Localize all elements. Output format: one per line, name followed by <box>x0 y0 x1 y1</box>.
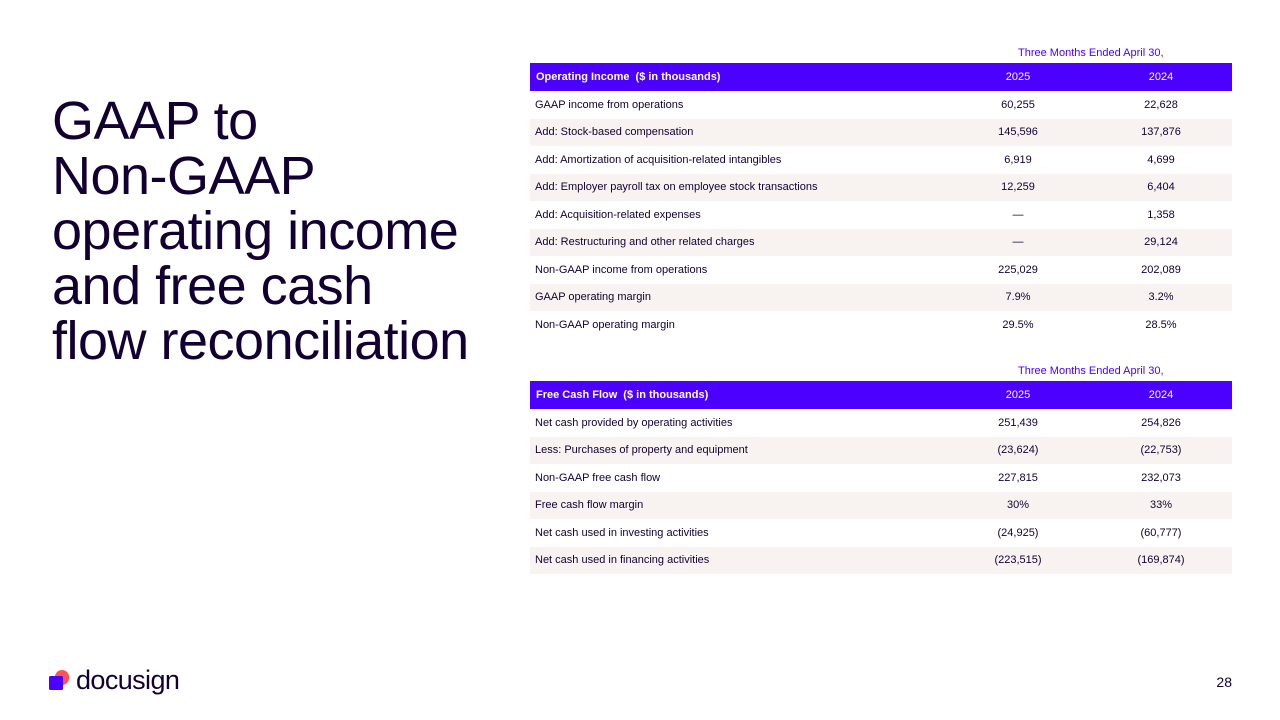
table-header-unit: ($ in thousands) <box>635 71 721 83</box>
value-2025: 6,919 <box>1004 153 1032 166</box>
title-line: operating income <box>52 201 459 262</box>
column-header-2025: 2025 <box>1005 389 1031 401</box>
table-row <box>530 547 1232 575</box>
column-header-2024: 2024 <box>1148 71 1174 83</box>
row-label: Non-GAAP free cash flow <box>535 471 661 484</box>
table-header-row <box>530 63 1232 91</box>
value-2025: 12,259 <box>1001 181 1035 194</box>
row-label: Add: Acquisition-related expenses <box>535 208 701 221</box>
row-label: Free cash flow margin <box>535 499 644 512</box>
value-2024: (60,777) <box>1140 526 1182 539</box>
table-header-label: Free Cash Flow ($ in thousands) <box>536 389 709 401</box>
value-2024: 254,826 <box>1141 416 1181 429</box>
value-2024: 6,404 <box>1147 181 1175 194</box>
value-2024: 22,628 <box>1144 98 1178 111</box>
table-row <box>530 284 1232 312</box>
docusign-logo <box>48 664 179 696</box>
column-header-2025: 2025 <box>1005 71 1031 83</box>
row-label: Add: Restructuring and other related charges <box>535 236 755 249</box>
value-2024: 28.5% <box>1145 318 1177 331</box>
table-header-label: Operating Income ($ in thousands) <box>536 71 721 83</box>
value-2025: 60,255 <box>1001 98 1035 111</box>
value-2025: 225,029 <box>998 263 1038 276</box>
table-row <box>530 492 1232 520</box>
row-label: GAAP income from operations <box>535 98 684 111</box>
value-2025: — <box>1012 208 1024 221</box>
value-2024: 4,699 <box>1147 153 1175 166</box>
table-row <box>530 311 1232 339</box>
table-header-row <box>530 381 1232 409</box>
title-line: GAAP to <box>52 91 258 152</box>
row-label: Less: Purchases of property and equipment <box>535 444 748 457</box>
free-cash-flow-section <box>530 362 1232 574</box>
docusign-logo-icon <box>48 669 70 691</box>
table-row <box>530 174 1232 202</box>
row-label: Net cash used in financing activities <box>535 554 710 567</box>
period-label: Three Months Ended April 30, <box>1018 365 1164 377</box>
table-row <box>530 519 1232 547</box>
value-2025: 30% <box>1006 499 1030 512</box>
value-2024: 3.2% <box>1148 291 1174 304</box>
page-number: 28 <box>1216 674 1232 690</box>
value-2024: 29,124 <box>1144 236 1178 249</box>
row-label: Net cash provided by operating activities <box>535 416 733 429</box>
free-cash-flow-table <box>530 381 1232 574</box>
value-2024: 1,358 <box>1147 208 1175 221</box>
table-row <box>530 229 1232 257</box>
value-2024: (22,753) <box>1140 444 1182 457</box>
row-label: Add: Amortization of acquisition-related intangibles <box>535 153 782 166</box>
table-row <box>530 91 1232 119</box>
operating-income-table <box>530 63 1232 339</box>
row-label: Net cash used in investing activities <box>535 526 709 539</box>
value-2024: (169,874) <box>1137 554 1185 567</box>
operating-income-section <box>530 44 1232 339</box>
brand-name: docusign <box>76 664 180 695</box>
table-row <box>530 201 1232 229</box>
page-title <box>52 91 522 372</box>
column-header-2024: 2024 <box>1148 389 1174 401</box>
table-row <box>530 256 1232 284</box>
value-2024: 33% <box>1149 499 1173 512</box>
value-2025: (23,624) <box>997 444 1039 457</box>
value-2025: (24,925) <box>997 526 1039 539</box>
value-2025: (223,515) <box>994 554 1042 567</box>
row-label: Add: Stock-based compensation <box>535 126 694 139</box>
value-2025: 7.9% <box>1005 291 1031 304</box>
table-row <box>530 146 1232 174</box>
value-2025: 29.5% <box>1002 318 1034 331</box>
row-label: GAAP operating margin <box>535 291 651 304</box>
title-line: Non-GAAP <box>52 146 316 207</box>
row-label: Non-GAAP income from operations <box>535 263 708 276</box>
value-2024: 137,876 <box>1141 126 1181 139</box>
row-label: Non-GAAP operating margin <box>535 318 675 331</box>
title-line: and free cash <box>52 256 373 317</box>
value-2025: 145,596 <box>998 126 1038 139</box>
value-2025: 227,815 <box>998 471 1038 484</box>
value-2024: 202,089 <box>1141 263 1181 276</box>
table-row <box>530 464 1232 492</box>
title-line: flow reconciliation <box>52 311 469 372</box>
table-row <box>530 119 1232 147</box>
value-2025: — <box>1012 236 1024 249</box>
table-row <box>530 437 1232 465</box>
table-row <box>530 409 1232 437</box>
value-2024: 232,073 <box>1141 471 1181 484</box>
period-label: Three Months Ended April 30, <box>1018 47 1164 59</box>
row-label: Add: Employer payroll tax on employee stock transactions <box>535 181 818 194</box>
table-header-unit: ($ in thousands) <box>623 389 709 401</box>
value-2025: 251,439 <box>998 416 1038 429</box>
